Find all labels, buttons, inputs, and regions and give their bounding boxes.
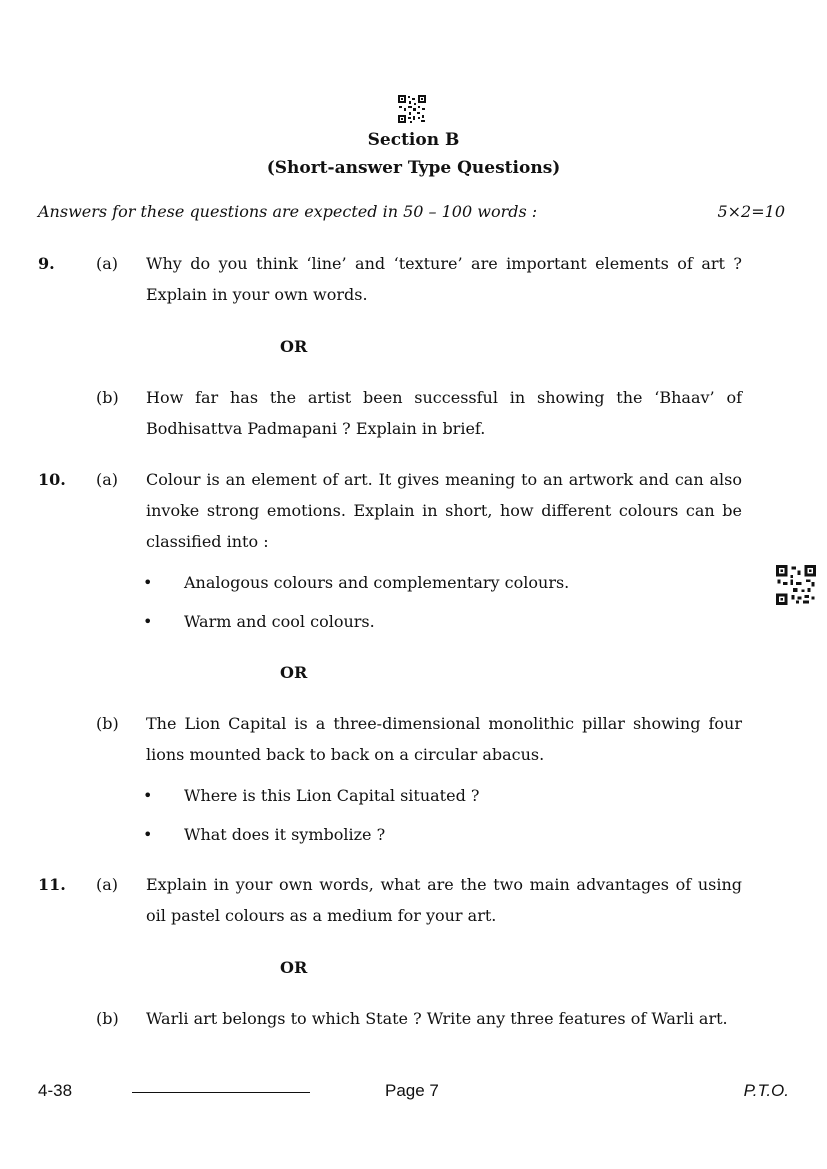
section-marks: 5×2=10 bbox=[717, 202, 785, 221]
or-separator: OR bbox=[280, 663, 308, 682]
question-part-label: (a) bbox=[96, 254, 119, 273]
bullet-text: What does it symbolize ? bbox=[184, 825, 386, 844]
page-number: Page 7 bbox=[385, 1081, 439, 1100]
section-instructions: Answers for these questions are expected in 50 – 100 words : bbox=[38, 202, 538, 221]
qr-code-icon bbox=[398, 95, 426, 123]
question-number: 11. bbox=[38, 875, 66, 894]
question-text: Explain in your own words, what are the two main advantages of using oil pastel colours as a medium for your art. bbox=[146, 875, 742, 925]
section-title: Section B bbox=[367, 130, 460, 150]
bullet-point: • bbox=[143, 612, 153, 631]
question-text: The Lion Capital is a three-dimensional monolithic pillar showing four lions mounted back to back on a circular abacus. bbox=[146, 714, 742, 764]
question-text: Why do you think ‘line’ and ‘texture’ are important elements of art ? Explain in your own words. bbox=[146, 254, 742, 304]
section-subtitle: (Short-answer Type Questions) bbox=[266, 158, 561, 178]
question-text: Colour is an element of art. It gives meaning to an artwork and can also invoke strong emotions. Explain in short, how different colours can be classified into : bbox=[146, 470, 742, 551]
bullet-point: • bbox=[143, 573, 153, 592]
bullet-point: • bbox=[143, 786, 153, 805]
question-text: How far has the artist been successful in showing the ‘Bhaav’ of Bodhisattva Padmapani ? Explain in brief. bbox=[146, 388, 742, 438]
question-number: 10. bbox=[38, 470, 66, 489]
question-part-label: (b) bbox=[96, 388, 119, 407]
bullet-point: • bbox=[143, 825, 153, 844]
or-separator: OR bbox=[280, 337, 308, 356]
question-part-label: (b) bbox=[96, 1009, 119, 1028]
bullet-text: Analogous colours and complementary colours. bbox=[184, 573, 570, 592]
qr-code-icon bbox=[776, 565, 816, 605]
question-number: 9. bbox=[38, 254, 55, 273]
question-text: Warli art belongs to which State ? Write any three features of Warli art. bbox=[146, 1009, 728, 1028]
bullet-text: Warm and cool colours. bbox=[184, 612, 375, 631]
paper-code: 4-38 bbox=[38, 1081, 73, 1100]
bullet-text: Where is this Lion Capital situated ? bbox=[184, 786, 480, 805]
pto-label: P.T.O. bbox=[743, 1081, 789, 1100]
question-part-label: (b) bbox=[96, 714, 119, 733]
question-part-label: (a) bbox=[96, 470, 119, 489]
question-part-label: (a) bbox=[96, 875, 119, 894]
footer-divider bbox=[132, 1092, 310, 1093]
or-separator: OR bbox=[280, 958, 308, 977]
